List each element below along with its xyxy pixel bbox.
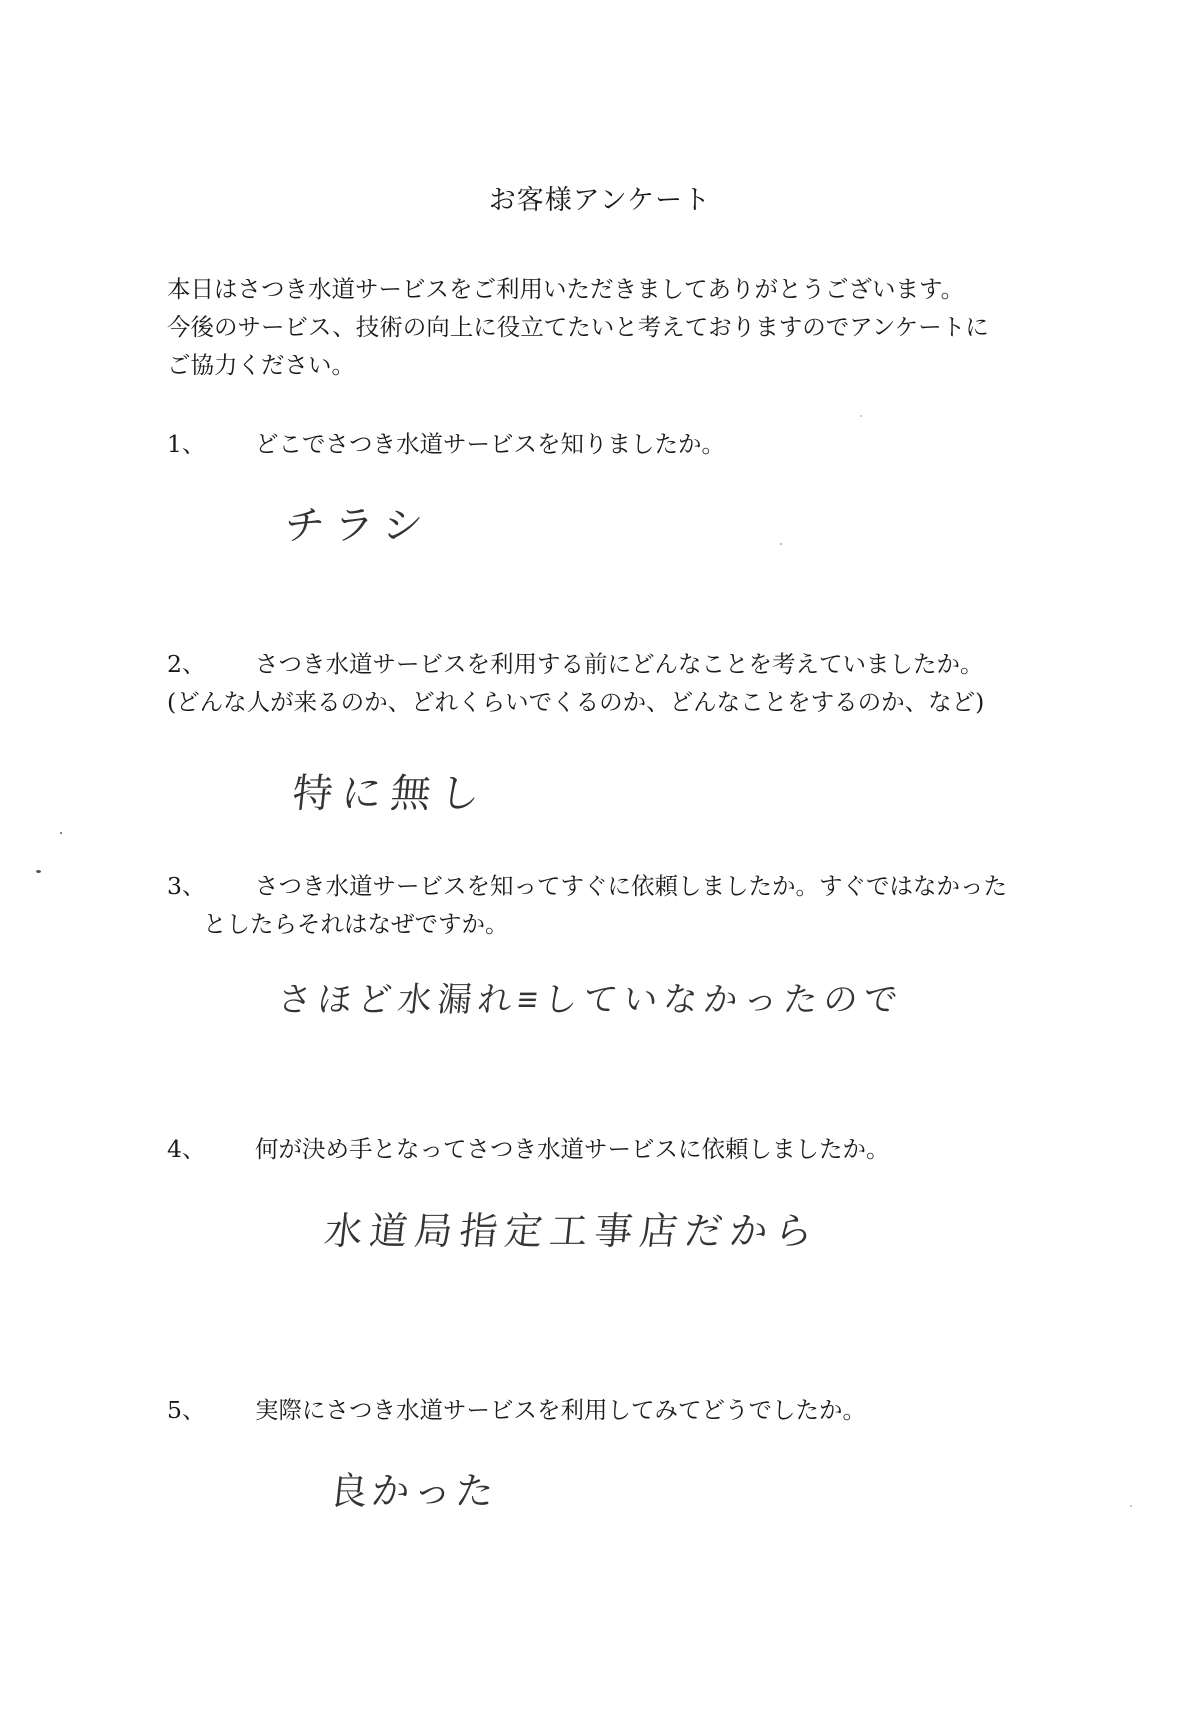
question-number: 2、: [167, 650, 206, 678]
intro-line: ご協力ください。: [167, 351, 355, 379]
question-subtext: としたらそれはなぜですか。: [203, 910, 509, 938]
page-title: お客様アンケート: [488, 185, 712, 216]
question-text: どこでさつき水道サービスを知りましたか。: [255, 430, 725, 458]
answer-3-handwritten: さほど水漏れ≡していなかったので: [275, 980, 906, 1020]
question-subtext: (どんな人が来るのか、どれくらいでくるのか、どんなことをするのか、など): [167, 688, 985, 716]
intro-text: [167, 270, 1067, 384]
question-5: [167, 1391, 866, 1429]
question-text: 実際にさつき水道サービスを利用してみてどうでしたか。: [255, 1396, 866, 1424]
intro-line: 本日はさつき水道サービスをご利用いただきましてありがとうございます。: [167, 275, 965, 303]
question-number: 3、: [167, 872, 206, 900]
question-number: 1、: [167, 430, 206, 458]
question-number: 5、: [167, 1396, 206, 1424]
answer-2-handwritten: 特に無し: [290, 771, 492, 817]
scan-speck: [36, 870, 41, 873]
question-text: 何が決め手となってさつき水道サービスに依頼しましたか。: [255, 1135, 890, 1163]
scan-speck: [1130, 1505, 1132, 1507]
answer-5-handwritten: 良かった: [327, 1469, 500, 1513]
question-text: さつき水道サービスを知ってすぐに依頼しましたか。すぐではなかった: [255, 872, 1007, 900]
scan-speck: [780, 543, 782, 545]
intro-line: 今後のサービス、技術の向上に役立てたいと考えておりますのでアンケートに: [167, 313, 989, 341]
question-number: 4、: [167, 1135, 206, 1163]
question-4: [167, 1130, 890, 1168]
question-2: [167, 645, 984, 721]
question-text: さつき水道サービスを利用する前にどんなことを考えていましたか。: [255, 650, 984, 678]
scan-speck: [60, 832, 62, 834]
answer-4-handwritten: 水道局指定工事店だから: [322, 1209, 822, 1253]
question-3: [167, 867, 1007, 943]
scan-speck: [860, 415, 862, 417]
question-1: [167, 425, 725, 463]
answer-1-handwritten: チラシ: [282, 503, 435, 549]
